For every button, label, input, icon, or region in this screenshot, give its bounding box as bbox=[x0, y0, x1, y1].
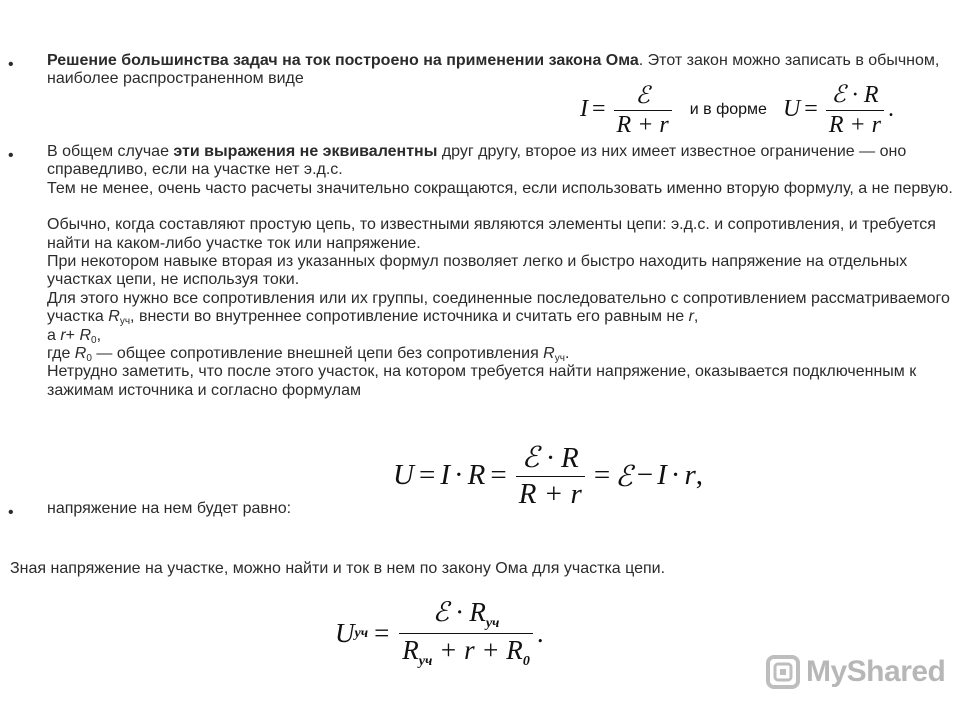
f3-den-sub: уч bbox=[418, 654, 433, 669]
s2-p2-line2: При некотором навыке вторая из указанных формул позволяет легко и быстро находить напряжение на отдельных участках цепи, не используя токи. bbox=[47, 253, 908, 289]
s2-a-line bbox=[47, 327, 957, 345]
f2-dot2: · bbox=[670, 459, 681, 491]
s2-r-var: r bbox=[688, 308, 694, 326]
f3-U-sub: уч bbox=[354, 625, 369, 641]
s2-where-pre: где bbox=[47, 345, 75, 363]
f2-dot1: · bbox=[453, 459, 464, 491]
f3-num-sub: уч bbox=[485, 616, 500, 631]
s2-pre: В общем случае bbox=[47, 143, 174, 160]
s2-R0-var: R bbox=[79, 326, 92, 344]
f2-end: , bbox=[695, 459, 703, 491]
s2-R-sub: уч bbox=[119, 316, 131, 328]
s2-R0-sub: 0 bbox=[91, 334, 97, 346]
s2-comma: , bbox=[693, 308, 699, 326]
f1-den-1: R + r bbox=[614, 110, 672, 139]
bullet-3: • bbox=[8, 504, 14, 521]
s2-plus: + bbox=[65, 326, 80, 344]
f2-num: ℰ · R bbox=[521, 442, 579, 474]
paragraph-voltage-equal bbox=[47, 500, 957, 518]
s3-text: напряжение на нем будет равно: bbox=[47, 500, 292, 517]
f3-den-zero: 0 bbox=[522, 654, 530, 669]
formula-section-voltage bbox=[335, 597, 544, 670]
f3-fraction bbox=[399, 597, 533, 670]
f3-end: . bbox=[536, 618, 544, 648]
watermark-text: MyShared bbox=[806, 655, 946, 688]
s2-post: друг другу, второе из них имеет известное ограничение — оно справедливо, если на участке нет э.д.с. bbox=[47, 143, 907, 179]
f2-U: U bbox=[393, 459, 414, 491]
s2-p2-line3-text: Для этого нужно все сопротивления или их группы, соединенные последовательно с сопротивлением рассматриваемого участка bbox=[47, 289, 950, 326]
intro-bold: Решение большинства задач на ток построено на применении закона Ома bbox=[47, 52, 639, 69]
f3-den-R: R bbox=[402, 635, 419, 665]
f2-den: R + r bbox=[516, 476, 585, 511]
s2-where-zero: 0 bbox=[86, 353, 92, 365]
myshared-watermark bbox=[766, 655, 945, 689]
paragraph-general-case bbox=[47, 143, 957, 400]
f1-lhs-current: I bbox=[580, 96, 588, 122]
f2-eq1: = bbox=[418, 459, 436, 491]
s2-line2: Тем не менее, очень часто расчеты значительно сокращаются, если использовать именно вторую формулу, а не первую. bbox=[47, 179, 953, 197]
f2-r: r bbox=[684, 459, 696, 491]
s2-where-end: . bbox=[564, 345, 570, 363]
f3-U: U bbox=[335, 618, 355, 648]
s2-p2-line5: Нетрудно заметить, что после этого участок, на котором требуется найти напряжение, оказывается подключенным к зажимам источника и согласно формулам bbox=[47, 363, 917, 399]
f3-num bbox=[430, 597, 503, 633]
f1-den-2: R + r bbox=[826, 110, 884, 139]
f2-E: ℰ bbox=[615, 458, 633, 493]
f1-fraction-2 bbox=[826, 80, 884, 139]
f2-eq3: = bbox=[593, 459, 611, 491]
s2-p2-line3-post: , внести во внутреннее сопротивление источника и считать его равным не bbox=[130, 308, 689, 326]
f3-eq: = bbox=[374, 618, 390, 648]
formula-ohm-law-forms bbox=[580, 80, 894, 139]
f3-den-rest: + r + R bbox=[439, 635, 523, 665]
paragraph-current-by-ohm: Зная напряжение на участке, можно найти и ток в нем по закону Ома для участка цепи. bbox=[10, 560, 666, 577]
f2-I2: I bbox=[657, 459, 667, 491]
s2-where-R: R bbox=[74, 345, 87, 363]
s2-a: а bbox=[47, 326, 61, 344]
f1-equals-1: = bbox=[592, 96, 606, 122]
s2-where-line bbox=[47, 345, 957, 363]
s2-bold: эти выражения не эквивалентны bbox=[173, 143, 438, 160]
f1-connector: и в форме bbox=[689, 100, 767, 118]
s2-p2-line1: Обычно, когда составляют простую цепь, то известными являются элементы цепи: э.д.с. и сопротивления, и требуется найти на каком-либо участке ток или напряжение. bbox=[47, 216, 936, 252]
s2-p2-line3 bbox=[47, 290, 957, 327]
intro-rest: . Этот закон можно записать в обычном, наиболее распространенном виде bbox=[47, 52, 940, 88]
f1-num-2: ℰ · R bbox=[831, 82, 879, 108]
f3-den bbox=[399, 633, 533, 670]
f1-lhs-voltage: U bbox=[782, 96, 801, 122]
f2-I: I bbox=[440, 459, 450, 491]
f2-R: R bbox=[467, 459, 486, 491]
bullet-1: • bbox=[8, 56, 14, 73]
f1-end: . bbox=[888, 96, 895, 122]
bullet-2: • bbox=[8, 147, 14, 164]
f1-fraction-1 bbox=[614, 81, 672, 139]
myshared-logo-icon bbox=[766, 655, 800, 689]
s2-r2-var: r bbox=[60, 326, 66, 344]
s2-where-uch: уч bbox=[554, 353, 565, 365]
f3-num-expr: ℰ · R bbox=[432, 597, 486, 627]
f1-num-1: ℰ bbox=[635, 80, 650, 109]
f2-eq2: = bbox=[490, 459, 507, 491]
s2-comma2: , bbox=[96, 326, 102, 344]
s2-where-mid: — общее сопротивление внешней цепи без сопротивления bbox=[91, 345, 544, 363]
f2-minus: − bbox=[636, 459, 654, 491]
f1-equals-2: = bbox=[804, 96, 818, 122]
s2-where-R2: R bbox=[543, 345, 555, 363]
s2-R-var: R bbox=[108, 308, 120, 326]
